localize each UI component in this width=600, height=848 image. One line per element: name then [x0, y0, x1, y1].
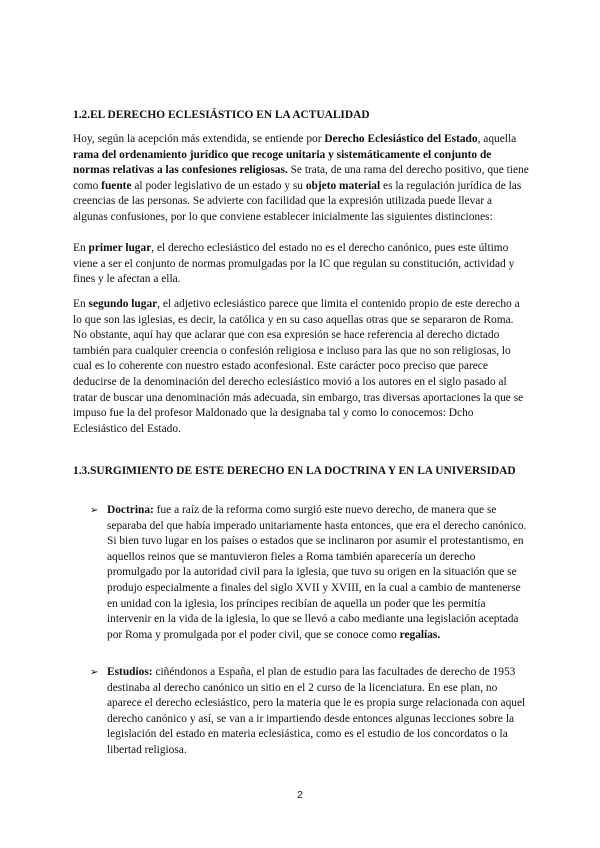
bold-term: primer lugar [88, 242, 152, 254]
text-run: En [73, 242, 89, 254]
text-run: Se trata, de una rama del derecho positivo, que tiene como [73, 164, 529, 192]
text-run: ciñéndonos a España, el plan de estudio para las facultades de derecho de 1953 destinaba al derecho canónico un sitio en el 2 curso de la licenciatura. En ese plan, no aparece el derecho eclesiástico, pero la materia que le es propia surge relacionada con aquel derecho canónico y así, se van a ir impartiendo desde entonces algunas lecciones sobre la legislación del estado en materia eclesiástica, como es el estudio de los concordatos o la libertad religiosa. [107, 666, 526, 756]
bold-term: fuente [101, 179, 132, 192]
arrow-bullet-icon: ➢ [90, 667, 99, 678]
text-run: , el adjetivo eclesiástico parece que limita el contenido propio de este derecho a lo que son las iglesias, es decir, la católica y en su caso aquellas otras que se separaron de Roma. No obstante, aquí hay que aclarar que con esa expresión se hace referencia al derecho dictado también para cualquier creencia o confesión religiosa e incluso para las que no son religiosas, lo cual es lo coherente con nuestro estado aconfesional. Este carácter poco preciso que parece deducirse de la denominación del derecho eclesiástico movió a los autores en el siglo pasado al tratar de buscar una denominación más adecuada, sin embargo, tras diversas aportaciones la que se impuso fue la del profesor Maldonado que la designaba tal y como lo conocemos: Dcho Eclesiástico del Estado. [73, 298, 524, 435]
bullet-text [107, 503, 530, 643]
text-run: , el derecho eclesiástico del estado no es el derecho canónico, pues este último viene a ser el conjunto de normas promulgadas por la IC que regulan su constitución, actividad y fines y le afectan a ella. [73, 242, 515, 286]
bullet-text [107, 665, 530, 759]
text-run: En [73, 298, 89, 310]
bold-term: Derecho Eclesiástico del Estado [324, 133, 478, 145]
bullet-label: Estudios: [107, 666, 153, 678]
bold-definition: rama del ordenamiento jurídico que recoge unitaria y sistemáticamente el conjunto de normas relativas a las confesiones religiosas. [73, 148, 492, 177]
bold-term: objeto material [305, 179, 381, 192]
bold-term: regalías. [399, 628, 441, 641]
bold-term: segundo lugar [88, 298, 158, 310]
text-run: al poder legislativo de un estado y su [131, 179, 306, 192]
page-number: 2 [297, 789, 303, 801]
section-heading-1-3: 1.3.SURGIMIENTO DE ESTE DERECHO EN LA DOCTRINA Y EN LA UNIVERSIDAD [73, 465, 516, 477]
text-run: , aquella [477, 133, 517, 145]
paragraph-primer-lugar [73, 241, 529, 288]
section-heading-1-2: 1.2.EL DERECHO ECLESIÁSTICO EN LA ACTUALIDAD [73, 109, 370, 121]
text-run: es la regulación jurídica de las creencias de las personas. Se advierte con facilidad que la expresión utilizada puede llevar a algunas confusiones, por lo que conviene establecer inicialmente las siguientes distinciones: [73, 179, 522, 223]
bullet-label: Doctrina: [107, 504, 154, 516]
arrow-bullet-icon: ➢ [90, 505, 99, 516]
text-run: Hoy, según la acepción más extendida, se entiende por [73, 133, 325, 145]
paragraph-definition [73, 132, 529, 226]
paragraph-segundo-lugar [73, 297, 529, 437]
text-run: fue a raíz de la reforma como surgió este nuevo derecho, de manera que se separaba del que había imperado unitariamente hasta entonces, que era el derecho canónico. Si bien tuvo lugar en los países o estados que se inclinaron por asumir el protestantismo, en aquellos reinos que se mantuvieron fieles a Roma también aparecería un derecho promulgado por la autoridad civil para la iglesia, que tuvo su origen en la situación que se produjo especialmente a finales del siglo XVII y XVIII, en la cual a cambio de mantenerse en unidad con la iglesia, los príncipes recibían de aquella un poder que les permitía intervenir en la vida de la iglesia, lo que se llevó a cabo mediante una legislación aceptada por Roma y promulgada por el poder civil, que se conoce como [107, 504, 527, 641]
